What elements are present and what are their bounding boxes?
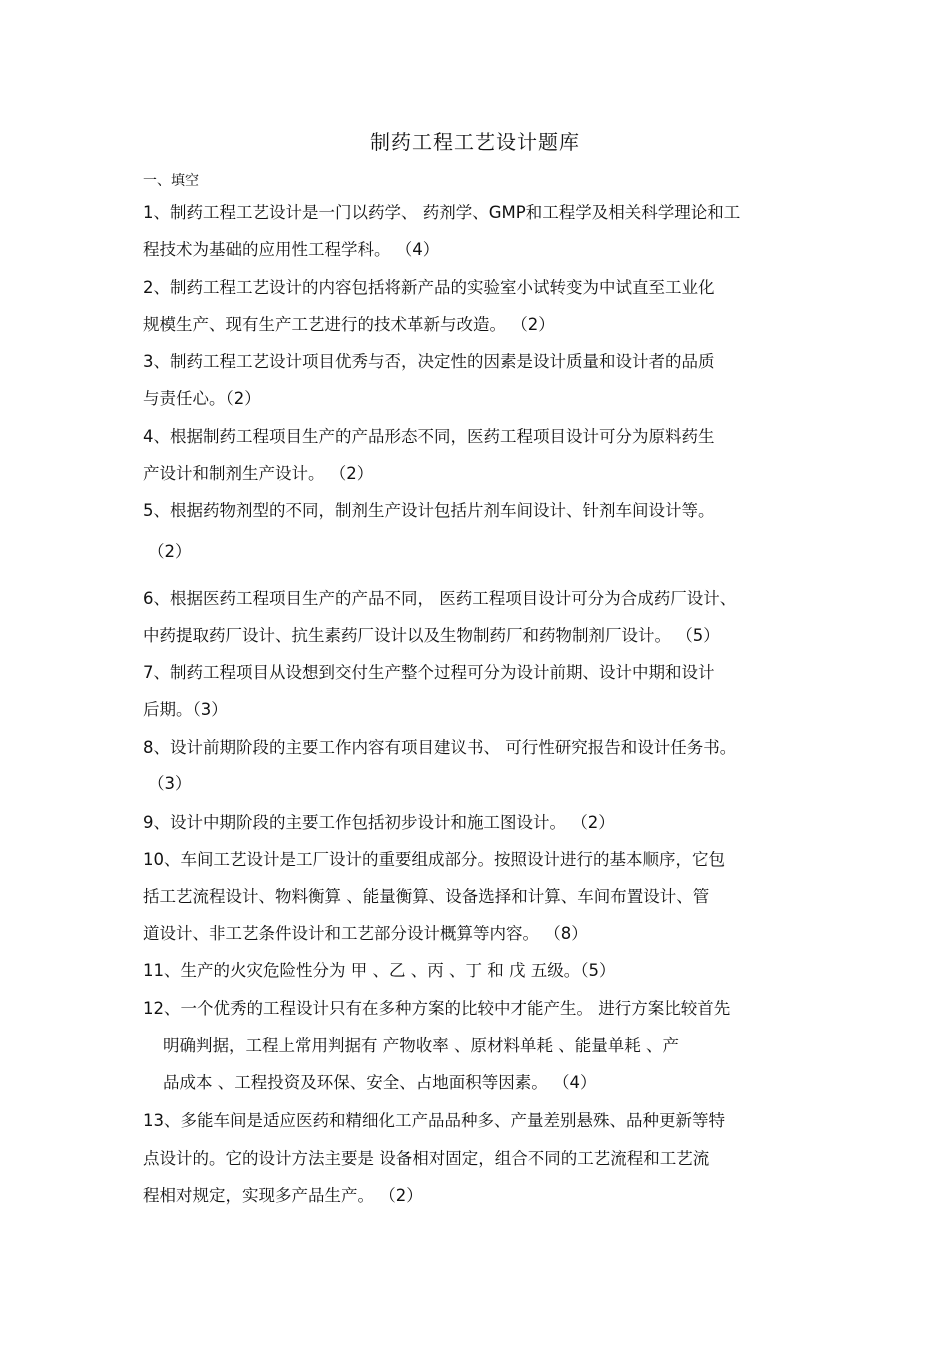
question-6-line-2: 中药提取药厂设计、抗生素药厂设计以及生物制药厂和药物制剂厂设计。 （5） bbox=[143, 626, 720, 645]
question-10-line-1: 10、车间工艺设计是工厂设计的重要组成部分。按照设计进行的基本顺序，它包 bbox=[143, 850, 725, 869]
question-2-line-1: 2、制药工程工艺设计的内容包括将新产品的实验室小试转变为中试直至工业化 bbox=[143, 278, 715, 297]
question-4-line-1: 4、根据制药工程项目生产的产品形态不同，医药工程项目设计可分为原料药生 bbox=[143, 427, 715, 446]
question-13-line-2: 点设计的。它的设计方法主要是 设备相对固定，组合不同的工艺流程和工艺流 bbox=[143, 1149, 710, 1168]
question-11-line-1: 11、生产的火灾危险性分为 甲 、乙 、丙 、丁 和 戊 五级。（5） bbox=[143, 961, 616, 980]
question-13-line-1: 13、多能车间是适应医药和精细化工产品品种多、产量差别悬殊、品种更新等特 bbox=[143, 1111, 725, 1130]
question-3-line-2: 与责任心。（2） bbox=[143, 389, 261, 408]
question-3-line-1: 3、制药工程工艺设计项目优秀与否，决定性的因素是设计质量和设计者的品质 bbox=[143, 352, 715, 371]
question-7-line-1: 7、制药工程项目从设想到交付生产整个过程可分为设计前期、设计中期和设计 bbox=[143, 663, 715, 682]
question-13-line-3: 程相对规定，实现多产品生产。 （2） bbox=[143, 1186, 423, 1205]
question-10-line-3: 道设计、非工艺条件设计和工艺部分设计概算等内容。 （8） bbox=[143, 924, 588, 943]
question-1-line-1: 1、制药工程工艺设计是一门以药学、 药剂学、GMP和工程学及相关科学理论和工 bbox=[143, 203, 741, 222]
question-5-line-1: 5、根据药物剂型的不同，制剂生产设计包括片剂车间设计、针剂车间设计等。 bbox=[143, 501, 715, 520]
question-12-line-1: 12、一个优秀的工程设计只有在多种方案的比较中才能产生。 进行方案比较首先 bbox=[143, 999, 731, 1018]
question-12-line-2: 明确判据，工程上常用判据有 产物收率 、原材料单耗 、能量单耗 、产 bbox=[163, 1036, 679, 1055]
question-5-line-2: （2） bbox=[148, 542, 192, 561]
question-8-line-1: 8、设计前期阶段的主要工作内容有项目建议书、 可行性研究报告和设计任务书。 bbox=[143, 738, 737, 757]
page-title: 制药工程工艺设计题库 bbox=[370, 130, 580, 154]
question-10-line-2: 括工艺流程设计、物料衡算 、能量衡算、设备选择和计算、车间布置设计、管 bbox=[143, 887, 710, 906]
question-4-line-2: 产设计和制剂生产设计。 （2） bbox=[143, 464, 374, 483]
question-8-line-2: （3） bbox=[148, 774, 192, 793]
question-6-line-1: 6、根据医药工程项目生产的产品不同， 医药工程项目设计可分为合成药厂设计、 bbox=[143, 589, 737, 608]
section-heading: 一、填空 bbox=[143, 173, 199, 189]
question-12-line-3: 品成本 、工程投资及环保、安全、占地面积等因素。 （4） bbox=[163, 1073, 597, 1092]
question-7-line-2: 后期。（3） bbox=[143, 700, 228, 719]
question-9-line-1: 9、设计中期阶段的主要工作包括初步设计和施工图设计。 （2） bbox=[143, 813, 615, 832]
question-1-line-2: 程技术为基础的应用性工程学科。 （4） bbox=[143, 240, 440, 259]
question-2-line-2: 规模生产、现有生产工艺进行的技术革新与改造。 （2） bbox=[143, 315, 555, 334]
